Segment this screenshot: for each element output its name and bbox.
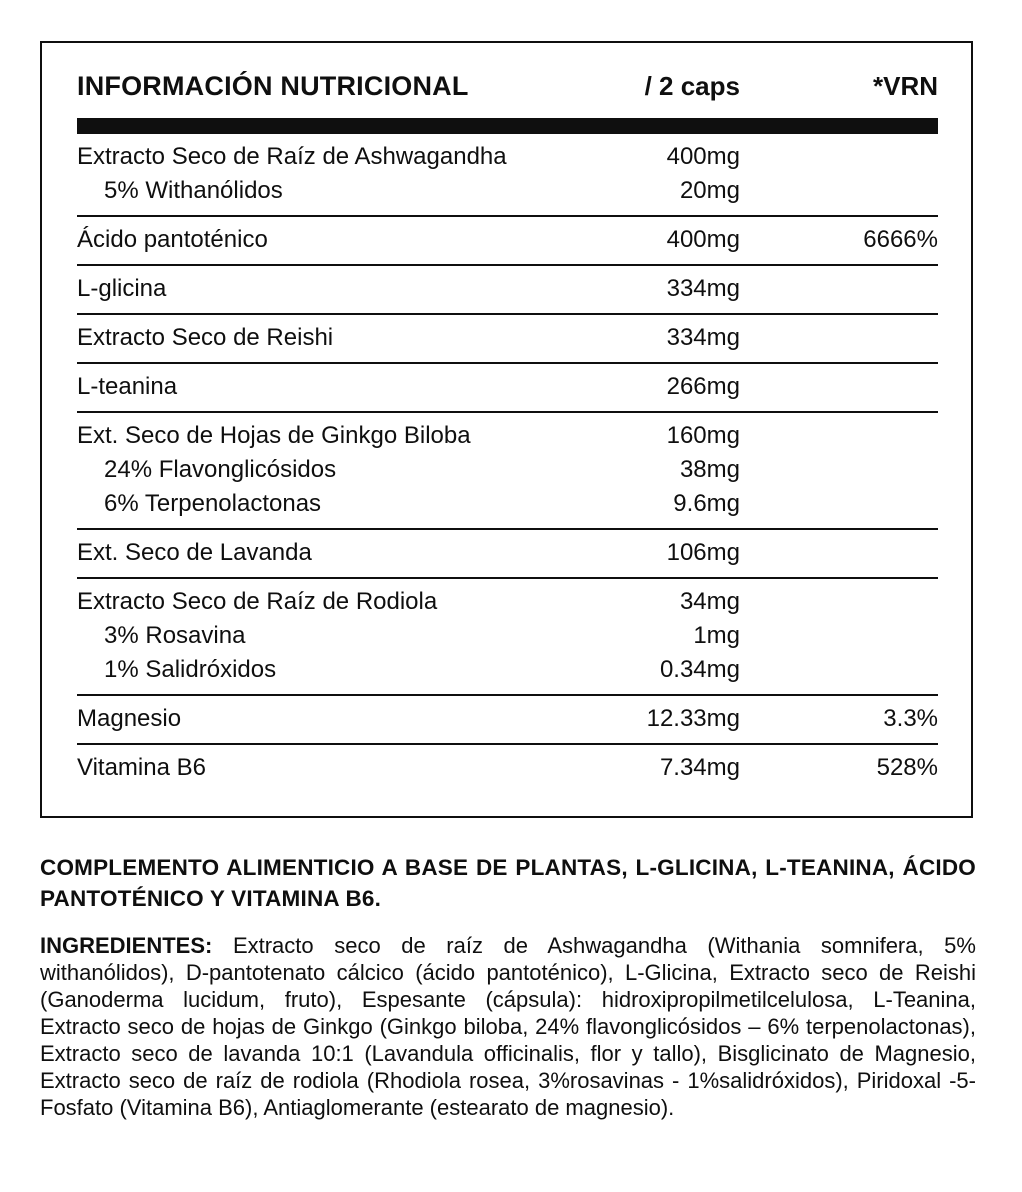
ingredient-amount: 34mg	[679, 588, 740, 615]
nutrition-row	[77, 217, 938, 266]
ingredients-text: Extracto seco de raíz de Ashwagandha (Withania somnifera, 5% withanólidos), D-pantotenato cálcico (ácido pantoténico), L-Glicina, Extracto seco de Reishi (Ganoderma lucidum, fruto), Espesante (cápsula): hidroxipropilmetilcelulosa, L-Teanina, Extracto seco de hojas de Ginkgo (Ginkgo biloba, 24% flavonglicósidos – 6% terpenolactonas), Extracto seco de lavanda 10:1 (Lavandula officinalis, flor y tallo), Bisglicinato de Magnesio, Extracto seco de raíz de rodiola (Rhodiola rosea, 3%rosavinas - 1%salidróxidos), Piridoxal -5-Fosfato (Vitamina B6), Antiaglomerante (estearato de magnesio).	[40, 933, 976, 1120]
product-description: COMPLEMENTO ALIMENTICIO A BASE DE PLANTAS, L-GLICINA, L-TEANINA, ÁCIDO PANTOTÉNICO Y VITAMINA B6.	[40, 855, 976, 911]
ingredient-amount: 12.33mg	[646, 705, 740, 732]
ingredient-name: 1% Salidróxidos	[104, 656, 277, 683]
ingredient-name: Ext. Seco de Hojas de Ginkgo Biloba	[77, 422, 471, 449]
ingredient-vrn: 6666%	[863, 226, 938, 253]
nutrition-row	[77, 364, 938, 413]
ingredient-sub-line	[77, 619, 938, 653]
ingredients-label: INGREDIENTES:	[40, 933, 213, 958]
ingredient-name: 6% Terpenolactonas	[104, 490, 322, 517]
ingredient-amount: 106mg	[666, 539, 740, 566]
ingredient-amount: 9.6mg	[673, 490, 740, 517]
ingredient-amount: 7.34mg	[659, 754, 740, 781]
ingredient-sub-line	[77, 174, 938, 208]
ingredient-amount: 266mg	[666, 373, 740, 400]
ingredient-sub-line	[77, 487, 938, 521]
nutrition-table-title: INFORMACIÓN NUTRICIONAL	[77, 71, 469, 101]
ingredient-sub-line	[77, 653, 938, 687]
nutrition-row	[77, 315, 938, 364]
ingredient-name: Ácido pantoténico	[77, 226, 268, 253]
header-divider-bar	[77, 118, 938, 134]
ingredient-amount: 400mg	[666, 143, 740, 170]
ingredient-amount: 0.34mg	[659, 656, 740, 683]
ingredient-name: Extracto Seco de Reishi	[77, 324, 334, 351]
ingredient-line	[77, 370, 938, 404]
ingredient-name: 3% Rosavina	[104, 622, 246, 649]
ingredient-line	[77, 702, 938, 736]
nutrition-rows	[77, 134, 938, 792]
ingredient-amount: 334mg	[666, 275, 740, 302]
ingredient-amount: 400mg	[666, 226, 740, 253]
ingredient-line	[77, 272, 938, 306]
nutrition-row	[77, 745, 938, 792]
ingredient-name: Magnesio	[77, 705, 182, 732]
nutrition-table-header	[77, 69, 938, 103]
ingredient-line	[77, 140, 938, 174]
ingredient-amount: 1mg	[693, 622, 740, 649]
serving-size-label: / 2 caps	[644, 71, 740, 101]
nutrition-row	[77, 134, 938, 217]
ingredient-name: Ext. Seco de Lavanda	[77, 539, 312, 566]
ingredient-vrn: 528%	[876, 754, 938, 781]
ingredient-name: Vitamina B6	[77, 754, 206, 781]
ingredient-amount: 334mg	[666, 324, 740, 351]
ingredient-amount: 20mg	[679, 177, 740, 204]
ingredients-paragraph	[40, 932, 976, 1121]
ingredient-line	[77, 751, 938, 785]
ingredient-line	[77, 419, 938, 453]
nutrition-row	[77, 530, 938, 579]
ingredient-name: 24% Flavonglicósidos	[104, 456, 337, 483]
ingredient-amount: 38mg	[679, 456, 740, 483]
ingredient-name: Extracto Seco de Raíz de Rodiola	[77, 588, 438, 615]
nutrition-facts-box	[40, 41, 973, 818]
ingredient-line	[77, 223, 938, 257]
nutrition-row	[77, 579, 938, 696]
vrn-column-header: *VRN	[872, 71, 938, 101]
nutrition-row	[77, 266, 938, 315]
ingredient-amount: 160mg	[666, 422, 740, 449]
ingredient-name: 5% Withanólidos	[104, 177, 283, 204]
ingredient-name: Extracto Seco de Raíz de Ashwagandha	[77, 143, 507, 170]
ingredient-sub-line	[77, 453, 938, 487]
ingredient-vrn: 3.3%	[883, 705, 938, 732]
nutrition-row	[77, 413, 938, 530]
nutrition-row	[77, 696, 938, 745]
ingredient-line	[77, 321, 938, 355]
ingredient-name: L-teanina	[77, 373, 178, 400]
ingredient-line	[77, 536, 938, 570]
ingredient-line	[77, 585, 938, 619]
ingredient-name: L-glicina	[77, 275, 167, 302]
